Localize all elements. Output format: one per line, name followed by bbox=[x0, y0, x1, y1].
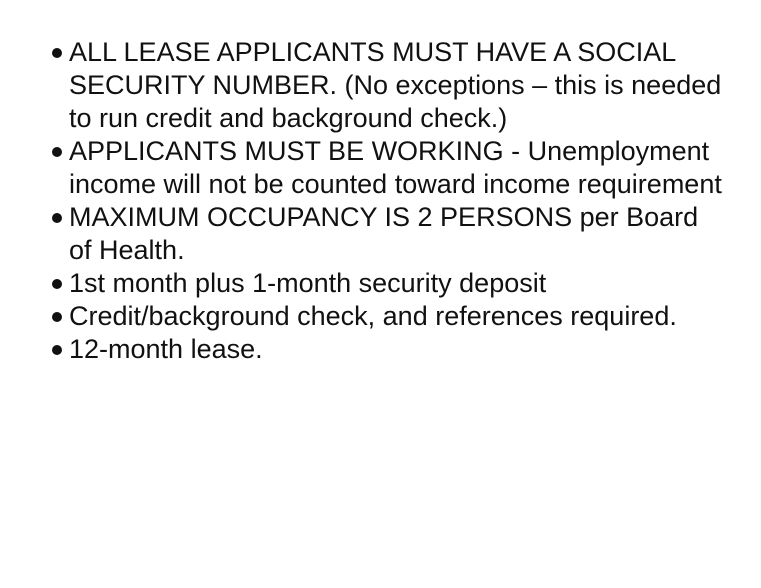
list-item-text: 12-month lease. bbox=[69, 334, 263, 364]
list-item-text: Credit/background check, and references required. bbox=[69, 301, 677, 331]
list-item-background-check bbox=[50, 300, 740, 333]
list-item-text: 1st month plus 1-month security deposit bbox=[69, 268, 547, 298]
list-item-text: MAXIMUM OCCUPANCY IS 2 PERSONS per Board of Health. bbox=[69, 202, 699, 265]
list-item-deposit bbox=[50, 267, 740, 300]
list-item-lease-term bbox=[50, 333, 740, 366]
list-item-occupancy-limit bbox=[50, 201, 740, 267]
bullet-icon bbox=[52, 147, 62, 157]
bullet-icon bbox=[52, 279, 62, 289]
bullet-icon bbox=[52, 312, 62, 322]
list-item-ssn-requirement bbox=[50, 36, 740, 135]
requirements-list bbox=[50, 36, 740, 366]
list-item-employment-requirement bbox=[50, 135, 740, 201]
bullet-icon bbox=[52, 213, 62, 223]
list-item-text: ALL LEASE APPLICANTS MUST HAVE A SOCIAL SECURITY NUMBER. (No exceptions – this is needed to run credit and background check.) bbox=[69, 37, 722, 133]
list-item-text: APPLICANTS MUST BE WORKING - Unemployment income will not be counted toward income requirement bbox=[69, 136, 722, 199]
bullet-icon bbox=[52, 345, 62, 355]
bullet-icon bbox=[52, 48, 62, 58]
